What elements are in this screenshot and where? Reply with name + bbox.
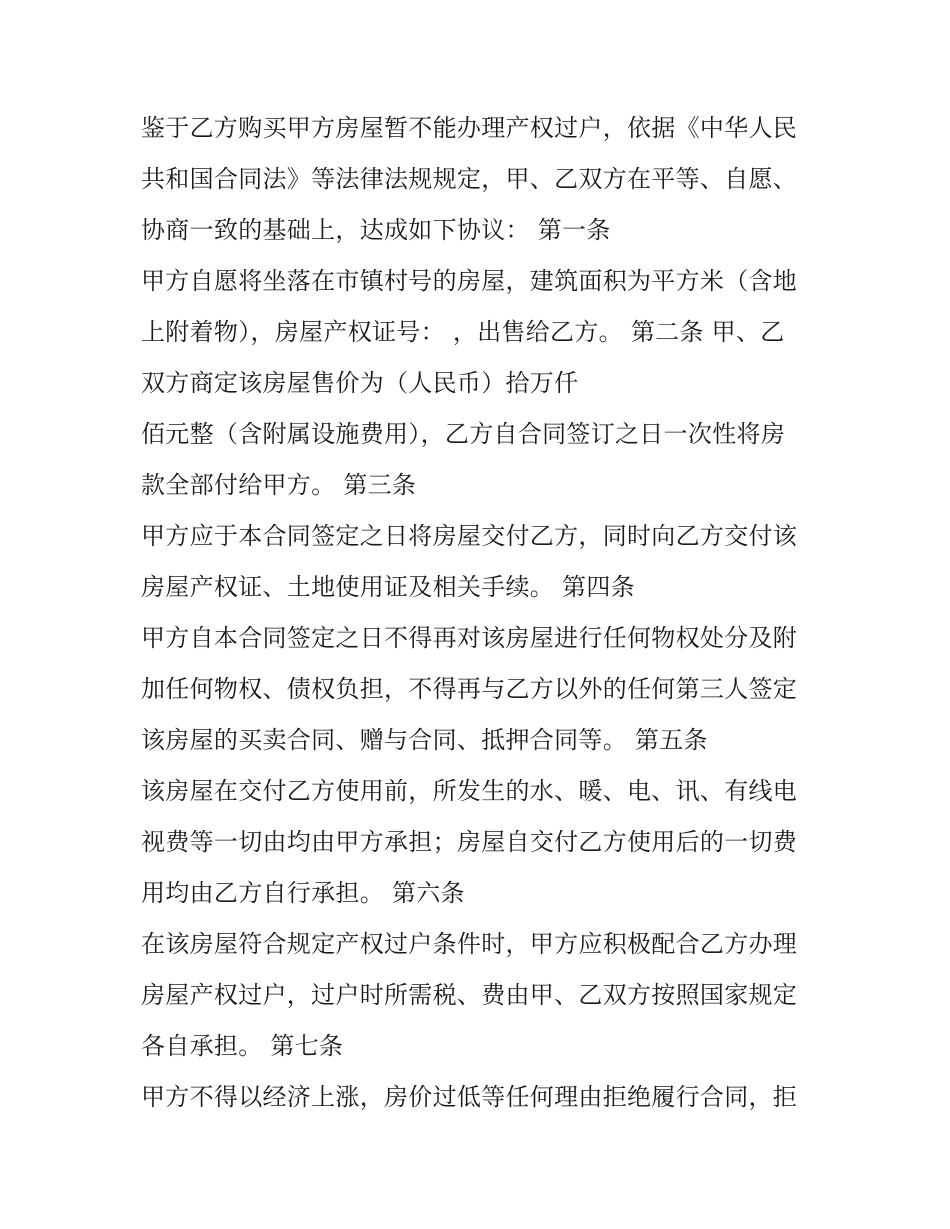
text-line: 鉴于乙方购买甲方房屋暂不能办理产权过户，依据《中华人民 (141, 114, 798, 142)
text-line: 甲方不得以经济上涨，房价过低等任何理由拒绝履行合同，拒 (141, 1083, 798, 1111)
text-line: 款全部付给甲方。 第三条 (141, 471, 417, 499)
text-line: 佰元整（含附属设施费用），乙方自合同签订之日一次性将房 (141, 420, 786, 448)
text-line: 房屋产权证、土地使用证及相关手续。 第四条 (141, 573, 635, 601)
text-line: 加任何物权、债权负担，不得再与乙方以外的任何第三人签定 (141, 675, 798, 703)
text-line: 甲方自愿将坐落在市镇村号的房屋，建筑面积为平方米（含地 (141, 267, 798, 295)
text-line: 甲方自本合同签定之日不得再对该房屋进行任何物权处分及附 (141, 624, 798, 652)
text-line: 协商一致的基础上，达成如下协议： 第一条 (141, 216, 611, 244)
text-line: 在该房屋符合规定产权过户条件时，甲方应积极配合乙方办理 (141, 930, 798, 958)
text-line: 双方商定该房屋售价为（人民币）拾万仟 (141, 369, 579, 397)
text-line: 各自承担。 第七条 (141, 1032, 344, 1060)
document-body (141, 103, 821, 1123)
text-line: 房屋产权过户，过户时所需税、费由甲、乙双方按照国家规定 (141, 981, 798, 1009)
text-line: 视费等一切由均由甲方承担；房屋自交付乙方使用后的一切费 (141, 828, 798, 856)
text-line: 共和国合同法》等法律法规规定，甲、乙双方在平等、自愿、 (141, 165, 798, 193)
text-line: 甲方应于本合同签定之日将房屋交付乙方，同时向乙方交付该 (141, 522, 798, 550)
text-line: 用均由乙方自行承担。 第六条 (141, 879, 465, 907)
text-line: 上附着物），房屋产权证号： ，出售给乙方。 第二条 甲、乙 (141, 318, 785, 346)
text-line: 该房屋的买卖合同、赠与合同、抵押合同等。 第五条 (141, 726, 708, 754)
text-line: 该房屋在交付乙方使用前，所发生的水、暖、电、讯、有线电 (141, 777, 798, 805)
